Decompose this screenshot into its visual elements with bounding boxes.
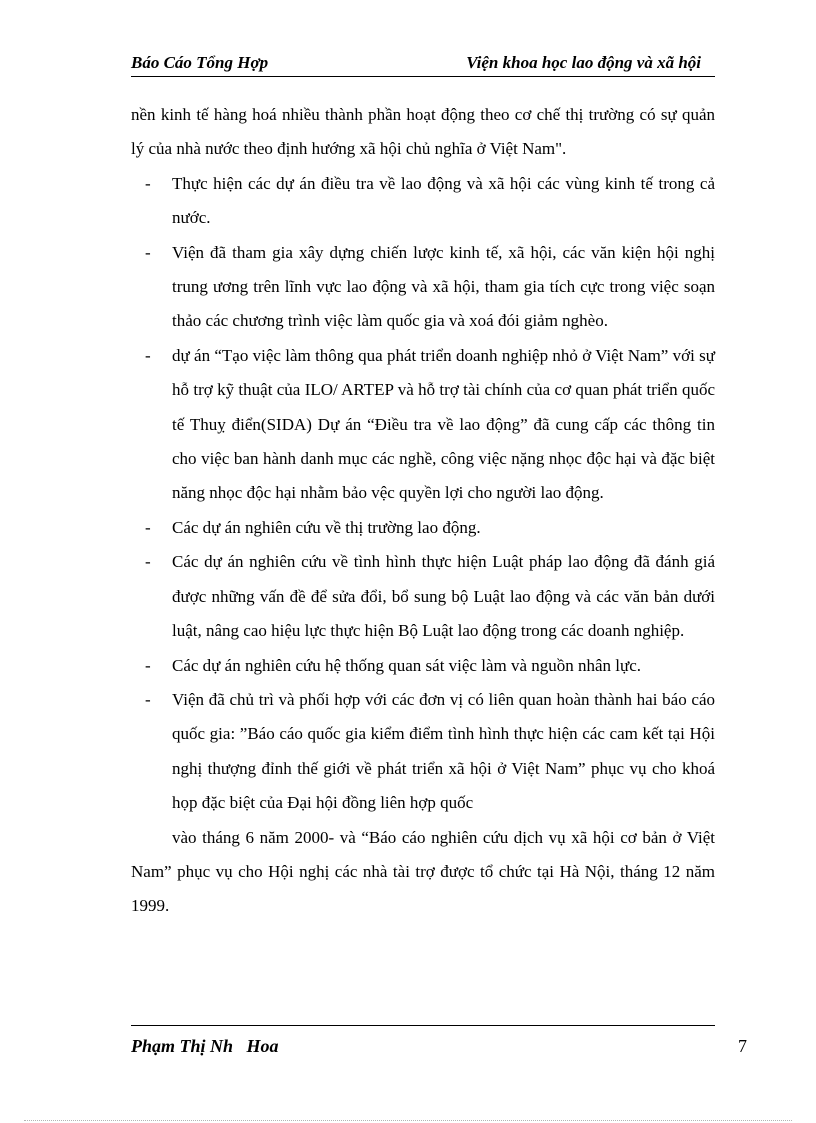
bullet-dash: -: [145, 173, 151, 193]
intro-paragraph: nền kinh tế hàng hoá nhiều thành phần hoạt động theo cơ chế thị trường có sự quản lý của nhà nước theo định hướng xã hội chủ nghĩa ở Việt Nam".: [131, 105, 715, 159]
list-item-text: Viện đã chủ trì và phối hợp với các đơn vị có liên quan hoàn thành hai báo cáo quốc gia: ”Báo cáo quốc gia kiểm điểm tình hình thực hiện các cam kết tại Hội nghị thượng đỉnh thế giới về phát triển xã hội ở Việt Nam” phục vụ cho khoá họp đặc biệt của Đại hội đồng liên hợp quốc: [172, 689, 715, 813]
footer-divider: [131, 1025, 715, 1026]
document-body: [131, 98, 715, 924]
page-bottom-dotted-rule: [24, 1120, 792, 1121]
list-item: [131, 649, 715, 683]
list-item-text: Thực hiện các dự án điều tra về lao động và xã hội các vùng kinh tế trong cả nước.: [172, 173, 715, 228]
page-number: 7: [738, 1036, 747, 1056]
list-item: [131, 167, 715, 236]
bullet-dash: -: [145, 655, 151, 675]
bullet-dash: -: [145, 517, 151, 537]
page-header: [131, 52, 715, 77]
list-item-text: Viện đã tham gia xây dựng chiến lược kinh tế, xã hội, các văn kiện hội nghị trung ương trên lĩnh vực lao động và xã hội, tham gia tích cực trong việc soạn thảo các chương trình việc làm quốc gia và xoá đói giảm nghèo.: [172, 242, 715, 331]
bullet-dash: -: [145, 552, 151, 572]
footer-author: Phạm Thị Nh Hoa: [131, 1036, 279, 1056]
list-item: [131, 339, 715, 511]
list-item-text: Các dự án nghiên cứu về thị trường lao động.: [172, 517, 481, 537]
list-item: [131, 545, 715, 648]
list-item-text: Các dự án nghiên cứu về tình hình thực hiện Luật pháp lao động đã đánh giá được những vấn đề để sửa đổi, bổ sung bộ Luật lao động và các văn bản dưới luật, nâng cao hiệu lực thực hiện Bộ Luật lao động trong các doanh nghiệp.: [172, 552, 715, 641]
list-item: [131, 683, 715, 821]
bullet-dash: -: [145, 242, 151, 262]
bullet-dash: -: [145, 345, 151, 365]
list-item: [131, 236, 715, 339]
header-institute-name: Viện khoa học lao động và xã hội: [466, 53, 701, 72]
continuation-paragraph: vào tháng 6 năm 2000- và “Báo cáo nghiên cứu dịch vụ xã hội cơ bản ở Việt Nam” phục vụ cho Hội nghị các nhà tài trợ được tổ chức tại Hà Nội, tháng 12 năm 1999.: [131, 827, 715, 916]
bullet-dash: -: [145, 689, 151, 709]
header-report-title: Báo Cáo Tổng Hợp: [131, 53, 269, 72]
list-item-text: Các dự án nghiên cứu hệ thống quan sát việc làm và nguồn nhân lực.: [172, 655, 642, 675]
list-item: [131, 511, 715, 545]
list-item-text: dự án “Tạo việc làm thông qua phát triển doanh nghiệp nhỏ ở Việt Nam” với sự hỗ trợ kỹ thuật của ILO/ ARTEP và hỗ trợ tài chính của cơ quan phát triển quốc tế Thuỵ điển(SIDA) Dự án “Điều tra về lao động” đã cung cấp các thông tin cho việc ban hành danh mục các nghề, công việc nặng nhọc độc hại và đặc biệt năng nhọc độc hại nhằm bảo vệc quyền lợi cho người lao động.: [172, 345, 715, 503]
